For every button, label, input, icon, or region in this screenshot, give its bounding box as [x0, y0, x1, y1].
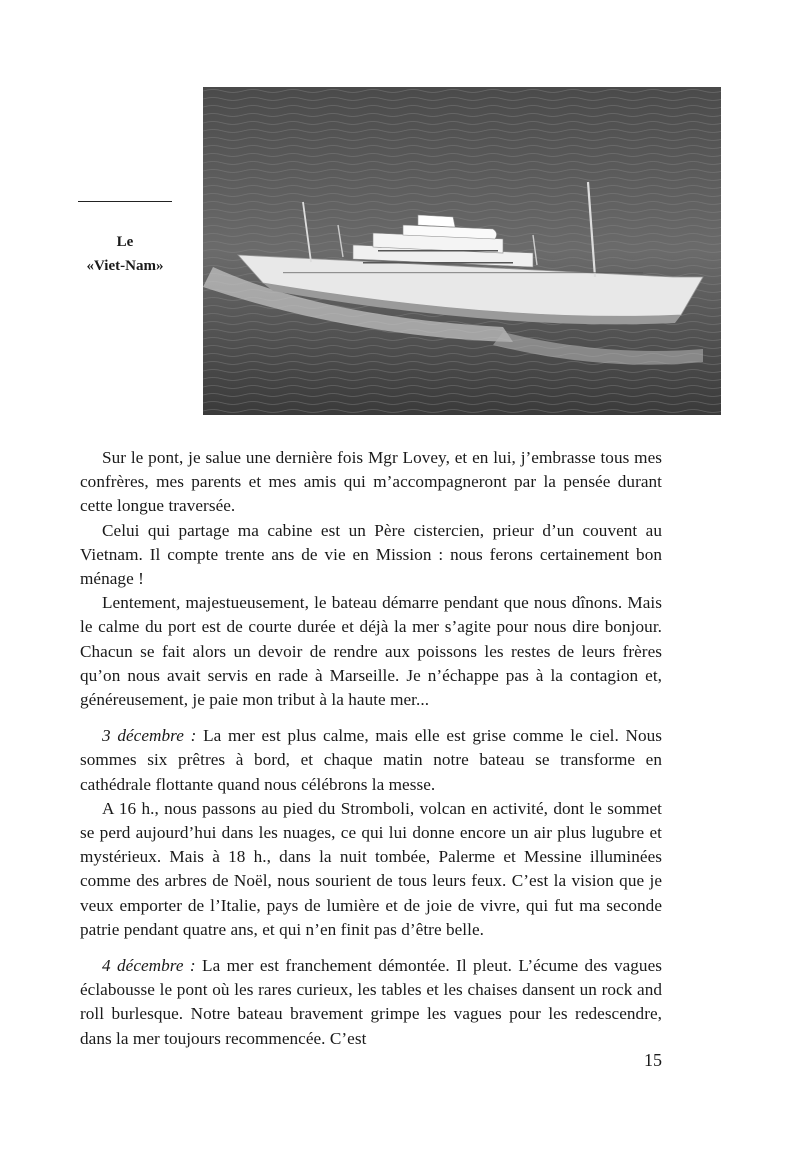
paragraph-3: Lentement, majestueusement, le bateau démarre pendant que nous dînons. Mais le calme du port est de courte durée et déjà la mer s’agite pour nous dire bonjour. Chacun se fait alors un devoir de rendre aux poissons les restes de leurs frères qu’on nous avait servis en rade à Marseille. Je n’échappe pas à la contagion et, généreusement, je paie mon tribut à la haute mer... [80, 593, 662, 710]
paragraph-5: A 16 h., nous passons au pied du Stromboli, volcan en activité, dont le sommet se perd aujourd’hui dans les nuages, ce qui lui donne encore un air plus lugubre et mystérieux. Mais à 18 h., dans la nuit tombée, Palerme et Messine illuminées comme des arbres de Noël, nous sourient de tous leurs feux. C’est la vision que je veux emporter de l’Italie, pays de lumière et de joie de vivre, qui fut ma seconde patrie pendant quatre ans, et qui n’en finit pas d’être belle. [80, 798, 662, 939]
caption-line-1: Le [116, 234, 134, 250]
funnel [418, 215, 455, 227]
ship-illustration [203, 87, 721, 415]
date-3-decembre: 3 décembre : [102, 726, 197, 746]
page-number: 15 [644, 1050, 662, 1070]
paragraph-1: Sur le pont, je salue une dernière fois Mgr Lovey, et en lui, j’embrasse tous mes confrères, mes parents et mes amis qui m’accompagneront par la pensée durant cette longue traversée. [80, 448, 662, 516]
ship-photo [203, 87, 721, 415]
caption-line-2: «Viet-Nam» [86, 258, 164, 274]
paragraph-4-text: La mer est plus calme, mais elle est grise comme le ciel. Nous sommes six prêtres à bord, et chaque matin notre bateau se transforme en cathédrale flottante quand nous célébrons la messe. [80, 726, 662, 794]
paragraph-6-text: La mer est franchement démontée. Il pleut. L’écume des vagues éclabousse le pont où les rares curieux, les tables et les chaises dansent un rock and roll burlesque. Notre bateau bravement grimpe les vagues pour les redescendre, dans la mer toujours recommencée. C’est [80, 956, 662, 1048]
date-4-decembre: 4 décembre : [102, 956, 196, 976]
body-text [80, 446, 662, 1051]
paragraph-2: Celui qui partage ma cabine est un Père cistercien, prieur d’un couvent au Vietnam. Il compte trente ans de vie en Mission : nous ferons certainement bon ménage ! [80, 520, 662, 589]
caption-rule [78, 201, 172, 202]
paragraph-6 [80, 954, 662, 1051]
photo-caption [70, 230, 180, 278]
paragraph-4 [80, 724, 662, 797]
